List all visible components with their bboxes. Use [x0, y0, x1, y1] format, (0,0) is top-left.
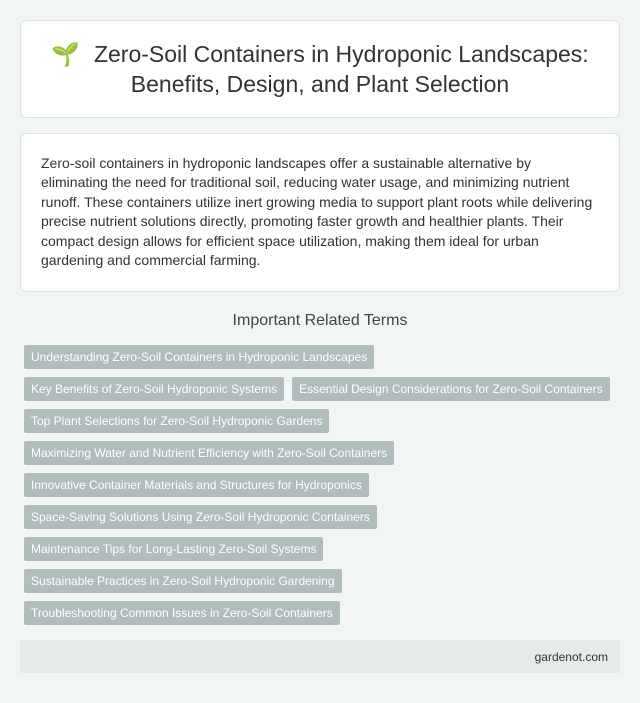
footer — [20, 640, 620, 673]
related-terms-heading: Important Related Terms — [232, 312, 408, 329]
summary-text: Zero-soil containers in hydroponic landscapes offer a sustainable alternative by eliminating the need for traditional soil, reducing water usage, and minimizing nutrient runoff. These containers utilize inert growing media to support plant roots while delivering precise nutrient solutions directly, promoting faster growth and healthier plants. Their compact design allows for efficient space utilization, making them ideal for urban gardening and commercial farming. — [41, 155, 593, 269]
related-term-tag[interactable]: Top Plant Selections for Zero-Soil Hydroponic Gardens — [24, 409, 329, 433]
footer-site-link[interactable]: gardenot.com — [534, 649, 608, 664]
term-row — [24, 601, 624, 633]
related-term-tag[interactable]: Maximizing Water and Nutrient Efficiency with Zero-Soil Containers — [24, 441, 394, 465]
related-term-tag[interactable]: Understanding Zero-Soil Containers in Hydroponic Landscapes — [24, 345, 374, 369]
related-term-tag[interactable]: Essential Design Considerations for Zero-Soil Containers — [292, 377, 609, 401]
term-row — [24, 537, 624, 569]
summary-card — [20, 133, 620, 292]
term-row — [24, 473, 624, 505]
related-term-tag[interactable]: Key Benefits of Zero-Soil Hydroponic Systems — [24, 377, 284, 401]
term-row — [24, 505, 624, 537]
title-card — [20, 20, 620, 118]
term-row — [24, 441, 624, 473]
related-term-tag[interactable]: Sustainable Practices in Zero-Soil Hydroponic Gardening — [24, 569, 342, 593]
related-term-tag[interactable]: Innovative Container Materials and Structures for Hydroponics — [24, 473, 369, 497]
related-terms-list — [24, 345, 624, 633]
term-row — [24, 569, 624, 601]
related-term-tag[interactable]: Space-Saving Solutions Using Zero-Soil Hydroponic Containers — [24, 505, 377, 529]
page-title-text: Zero-Soil Containers in Hydroponic Landscapes: Benefits, Design, and Plant Selection — [93, 40, 589, 97]
related-term-tag[interactable]: Troubleshooting Common Issues in Zero-Soil Containers — [24, 601, 340, 625]
page-title — [45, 40, 595, 99]
term-row — [24, 409, 624, 441]
term-row — [24, 345, 624, 377]
related-term-tag[interactable]: Maintenance Tips for Long-Lasting Zero-Soil Systems — [24, 537, 323, 561]
seedling-icon: 🌱 — [51, 41, 80, 68]
term-row — [24, 377, 624, 409]
